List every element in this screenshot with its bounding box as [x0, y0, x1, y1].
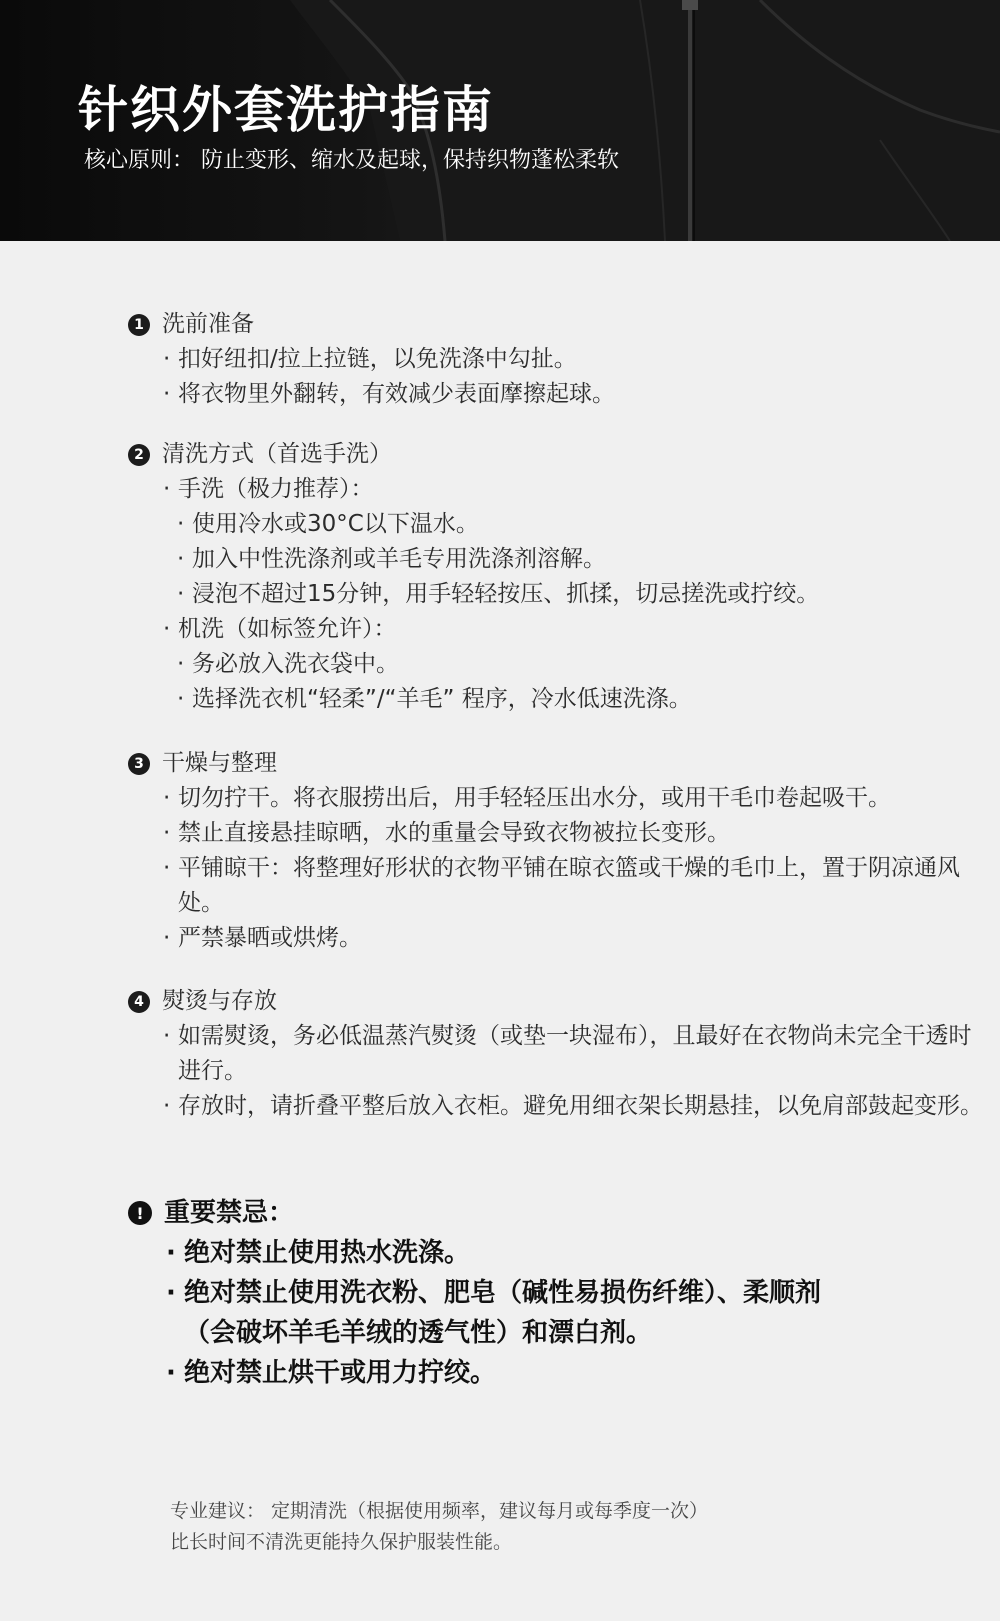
- section-wash-method: [128, 437, 988, 717]
- list-item: · 浸泡不超过15分钟，用手轻轻按压、抓揉，切忌搓洗或拧绞。: [128, 577, 988, 612]
- section-ironing-storage: [128, 984, 988, 1124]
- step-number-badge: 3: [128, 753, 150, 775]
- list-item: · 选择洗衣机“轻柔”/“羊毛” 程序，冷水低速洗涤。: [128, 682, 988, 717]
- step-number-badge: 2: [128, 444, 150, 466]
- warning-item: · 绝对禁止烘干或用力拧绞。: [128, 1353, 848, 1393]
- list-item: · 务必放入洗衣袋中。: [128, 647, 988, 682]
- list-item: · 扣好纽扣/拉上拉链，以免洗涤中勾扯。: [128, 342, 988, 377]
- exclamation-icon: !: [128, 1201, 152, 1225]
- list-item: · 如需熨烫，务必低温蒸汽熨烫（或垫一块湿布），且最好在衣物尚未完全干透时进行。: [128, 1019, 988, 1089]
- header-banner: [0, 0, 1000, 241]
- warning-block: [128, 1193, 848, 1393]
- advice-line: 比长时间不清洗更能持久保护服装性能。: [170, 1531, 513, 1553]
- step-number-badge: 1: [128, 314, 150, 336]
- list-item: · 使用冷水或30°C以下温水。: [128, 507, 988, 542]
- page-subtitle: 核心原则： 防止变形、缩水及起球，保持织物蓬松柔软: [84, 148, 619, 173]
- page-title: 针织外套洗护指南: [78, 81, 494, 139]
- section-title: 熨烫与存放: [162, 988, 277, 1014]
- step-number-badge: 4: [128, 991, 150, 1013]
- warning-item: · 绝对禁止使用热水洗涤。: [128, 1233, 848, 1273]
- list-item: · 加入中性洗涤剂或羊毛专用洗涤剂溶解。: [128, 542, 988, 577]
- professional-advice: [170, 1496, 708, 1558]
- list-item: · 将衣物里外翻转，有效减少表面摩擦起球。: [128, 377, 988, 412]
- section-drying: [128, 746, 988, 956]
- section-title: 清洗方式（首选手洗）: [162, 441, 392, 467]
- care-guide-content: [0, 241, 1000, 1621]
- warning-item: · 绝对禁止使用洗衣粉、肥皂（碱性易损伤纤维）、柔顺剂（会破坏羊毛羊绒的透气性）和漂白剂。: [128, 1273, 848, 1353]
- list-item: · 切勿拧干。将衣服捞出后，用手轻轻压出水分，或用干毛巾卷起吸干。: [128, 781, 988, 816]
- section-pre-wash: [128, 307, 988, 412]
- warning-title: 重要禁忌：: [164, 1198, 295, 1228]
- advice-line: 专业建议： 定期清洗（根据使用频率，建议每月或每季度一次）: [170, 1500, 709, 1522]
- list-item: · 平铺晾干：将整理好形状的衣物平铺在晾衣篮或干燥的毛巾上，置于阴凉通风处。: [128, 851, 988, 921]
- list-item: · 禁止直接悬挂晾晒，水的重量会导致衣物被拉长变形。: [128, 816, 988, 851]
- subgroup-label: · 手洗（极力推荐）：: [128, 472, 988, 507]
- section-title: 洗前准备: [162, 311, 254, 337]
- subgroup-label: · 机洗（如标签允许）：: [128, 612, 988, 647]
- list-item: · 严禁暴晒或烘烤。: [128, 921, 988, 956]
- list-item: · 存放时，请折叠平整后放入衣柜。避免用细衣架长期悬挂，以免肩部鼓起变形。: [128, 1089, 988, 1124]
- section-title: 干燥与整理: [162, 750, 277, 776]
